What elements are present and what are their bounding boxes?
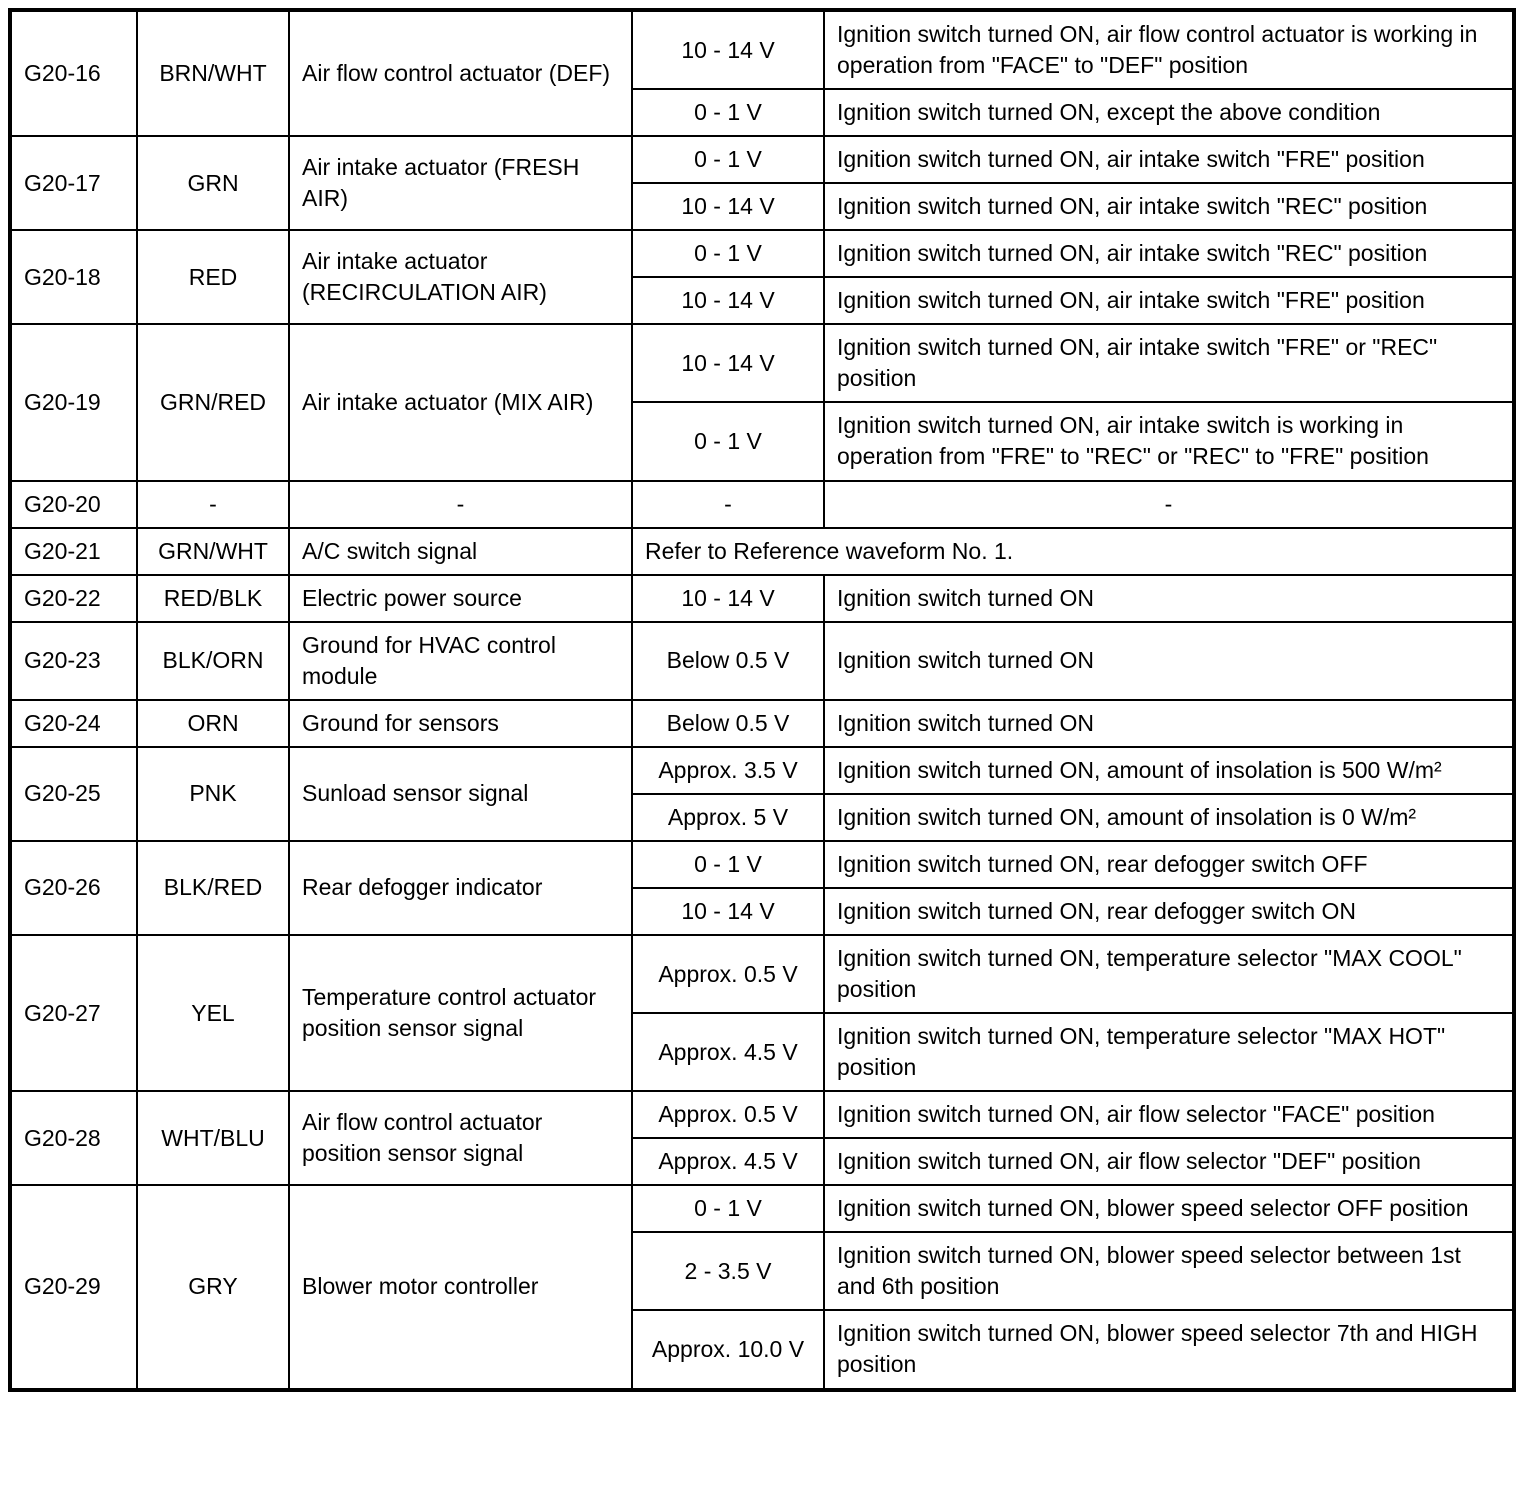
wire-color-cell: - [137,481,289,528]
description-cell: Blower motor controller [289,1185,632,1389]
condition-cell: Ignition switch turned ON, amount of insolation is 500 W/m² [824,747,1514,794]
description-cell: Air flow control actuator position sensor signal [289,1091,632,1185]
terminal-cell: G20-26 [10,841,137,935]
terminal-cell: G20-29 [10,1185,137,1389]
condition-cell: Ignition switch turned ON, air flow control actuator is working in operation from "FACE" to "DEF" position [824,10,1514,89]
terminal-cell: G20-23 [10,622,137,700]
voltage-cell: 0 - 1 V [632,1185,824,1232]
voltage-cell: 10 - 14 V [632,575,824,622]
description-cell: Temperature control actuator position sensor signal [289,935,632,1091]
description-cell: Electric power source [289,575,632,622]
condition-cell: Ignition switch turned ON, rear defogger switch ON [824,888,1514,935]
wire-color-cell: BRN/WHT [137,10,289,136]
wire-color-cell: GRN/RED [137,324,289,480]
terminal-cell: G20-16 [10,10,137,136]
voltage-cell: 0 - 1 V [632,230,824,277]
condition-cell: Ignition switch turned ON, air flow selector "FACE" position [824,1091,1514,1138]
voltage-cell: Approx. 3.5 V [632,747,824,794]
table-row [10,575,1514,622]
description-cell: Air intake actuator (MIX AIR) [289,324,632,480]
description-cell: Ground for HVAC control module [289,622,632,700]
table-row [10,700,1514,747]
table-row [10,136,1514,183]
description-cell: Air flow control actuator (DEF) [289,10,632,136]
condition-cell: Ignition switch turned ON, rear defogger switch OFF [824,841,1514,888]
voltage-cell: 0 - 1 V [632,136,824,183]
table-row [10,747,1514,794]
table-row [10,10,1514,89]
condition-cell: Ignition switch turned ON [824,700,1514,747]
description-cell: Rear defogger indicator [289,841,632,935]
terminal-cell: G20-25 [10,747,137,841]
description-cell: - [289,481,632,528]
voltage-cell: 10 - 14 V [632,324,824,402]
voltage-cell: Approx. 10.0 V [632,1310,824,1389]
terminal-cell: G20-21 [10,528,137,575]
description-cell: Air intake actuator (FRESH AIR) [289,136,632,230]
terminal-cell: G20-24 [10,700,137,747]
voltage-cell: Below 0.5 V [632,700,824,747]
voltage-cell: Approx. 0.5 V [632,935,824,1013]
table-row [10,481,1514,528]
condition-cell: Ignition switch turned ON, blower speed selector between 1st and 6th position [824,1232,1514,1310]
voltage-cell: 0 - 1 V [632,841,824,888]
wire-color-cell: YEL [137,935,289,1091]
voltage-cell: Approx. 4.5 V [632,1013,824,1091]
wire-color-cell: WHT/BLU [137,1091,289,1185]
wire-color-cell: PNK [137,747,289,841]
table-row [10,324,1514,402]
terminal-cell: G20-27 [10,935,137,1091]
terminal-cell: G20-18 [10,230,137,324]
voltage-cell: Approx. 4.5 V [632,1138,824,1185]
wire-color-cell: RED/BLK [137,575,289,622]
terminal-cell: G20-20 [10,481,137,528]
voltage-cell: 0 - 1 V [632,402,824,480]
voltage-cell: 10 - 14 V [632,183,824,230]
table-row [10,1091,1514,1138]
voltage-cell: Approx. 0.5 V [632,1091,824,1138]
table-row [10,935,1514,1013]
wire-color-cell: GRN/WHT [137,528,289,575]
description-cell: Sunload sensor signal [289,747,632,841]
voltage-cell: Below 0.5 V [632,622,824,700]
description-cell: A/C switch signal [289,528,632,575]
table-row [10,622,1514,700]
condition-cell: Ignition switch turned ON, air intake switch "FRE" or "REC" position [824,324,1514,402]
voltage-cell: 10 - 14 V [632,888,824,935]
condition-cell: Ignition switch turned ON, air intake switch "REC" position [824,183,1514,230]
terminal-cell: G20-19 [10,324,137,480]
voltage-cell: 2 - 3.5 V [632,1232,824,1310]
description-cell: Ground for sensors [289,700,632,747]
condition-cell: Ignition switch turned ON, amount of insolation is 0 W/m² [824,794,1514,841]
wire-color-cell: GRY [137,1185,289,1389]
condition-cell: Ignition switch turned ON, blower speed selector OFF position [824,1185,1514,1232]
condition-cell: Ignition switch turned ON, air intake switch "FRE" position [824,136,1514,183]
table-row [10,1185,1514,1232]
terminal-cell: G20-22 [10,575,137,622]
condition-cell: Ignition switch turned ON, except the above condition [824,89,1514,136]
wire-color-cell: BLK/ORN [137,622,289,700]
voltage-cell: - [632,481,824,528]
wire-color-cell: BLK/RED [137,841,289,935]
wire-color-cell: GRN [137,136,289,230]
condition-cell: Ignition switch turned ON, temperature selector "MAX HOT" position [824,1013,1514,1091]
terminal-cell: G20-17 [10,136,137,230]
table-row [10,841,1514,888]
terminal-cell: G20-28 [10,1091,137,1185]
condition-cell: Ignition switch turned ON, air intake switch "FRE" position [824,277,1514,324]
wire-color-cell: ORN [137,700,289,747]
condition-cell: Ignition switch turned ON, blower speed selector 7th and HIGH position [824,1310,1514,1389]
table-row [10,230,1514,277]
condition-cell: Ignition switch turned ON, air intake switch is working in operation from "FRE" to "REC" or "REC" to "FRE" position [824,402,1514,480]
condition-cell: Ignition switch turned ON [824,622,1514,700]
reference-waveform-cell: Refer to Reference waveform No. 1. [632,528,1514,575]
table-row [10,528,1514,575]
voltage-cell: 0 - 1 V [632,89,824,136]
condition-cell: - [824,481,1514,528]
wire-color-cell: RED [137,230,289,324]
terminal-voltage-table [8,8,1516,1392]
condition-cell: Ignition switch turned ON [824,575,1514,622]
voltage-cell: 10 - 14 V [632,277,824,324]
condition-cell: Ignition switch turned ON, temperature selector "MAX COOL" position [824,935,1514,1013]
description-cell: Air intake actuator (RECIRCULATION AIR) [289,230,632,324]
condition-cell: Ignition switch turned ON, air flow selector "DEF" position [824,1138,1514,1185]
condition-cell: Ignition switch turned ON, air intake switch "REC" position [824,230,1514,277]
voltage-cell: Approx. 5 V [632,794,824,841]
voltage-cell: 10 - 14 V [632,10,824,89]
